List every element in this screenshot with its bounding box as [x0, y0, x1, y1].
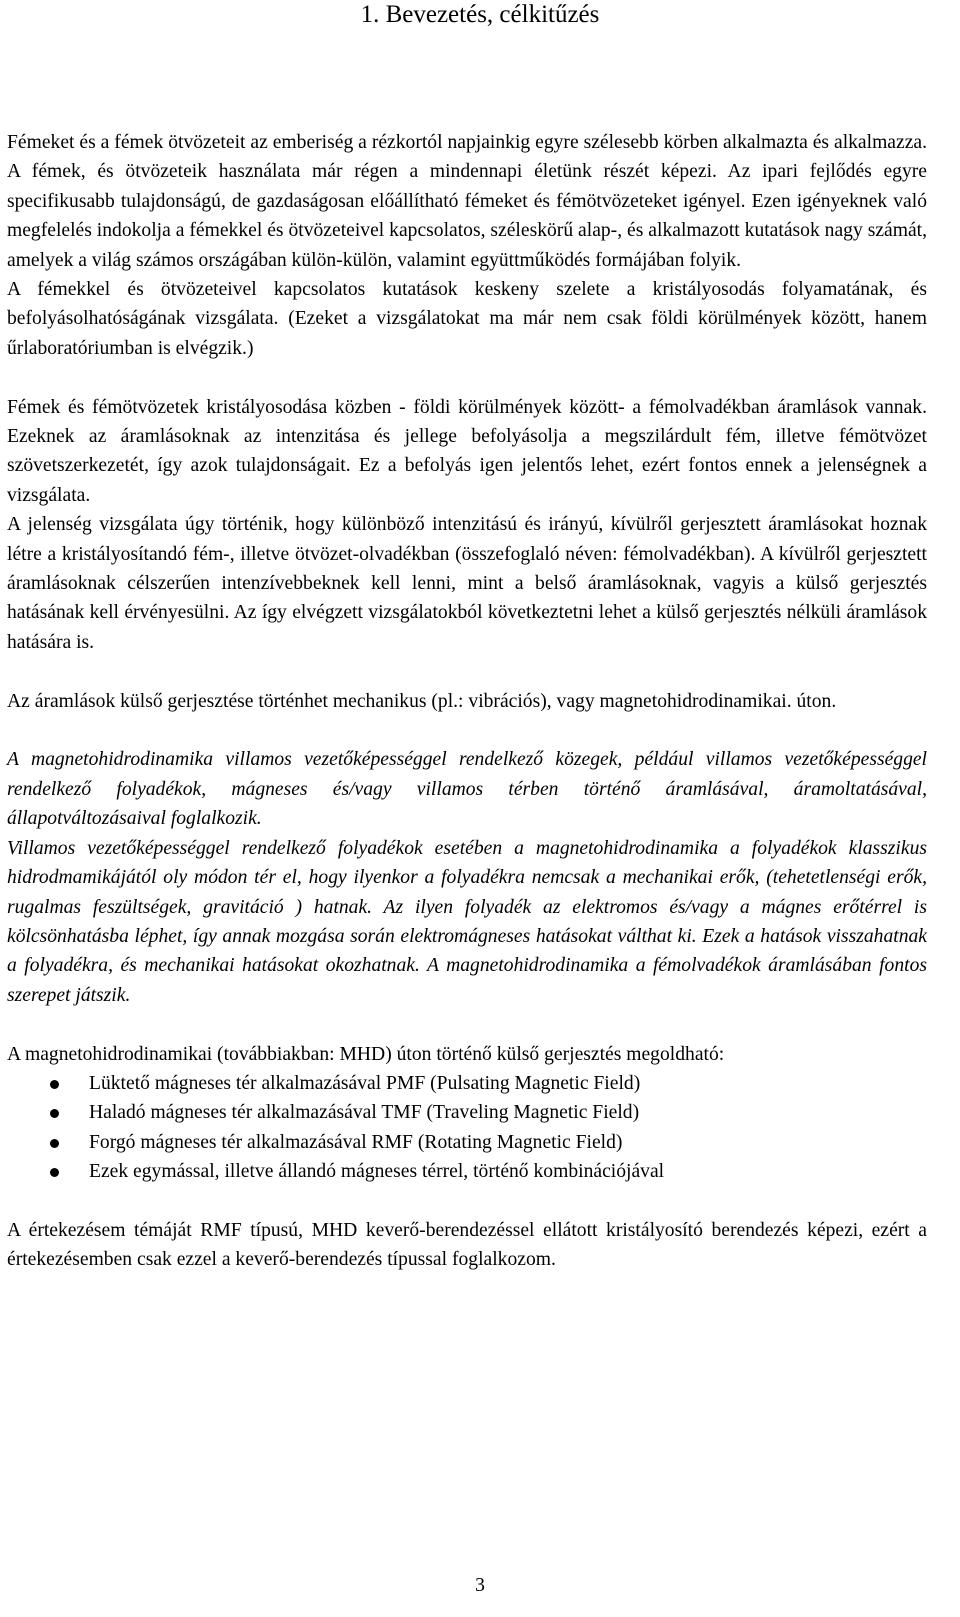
list-item-text: Lüktető mágneses tér alkalmazásával PMF (Pulsating Magnetic Field) — [89, 1072, 641, 1094]
list-item — [7, 1098, 927, 1127]
paragraph-3: Fémek és fémötvözetek kristályosodása közben - földi körülmények között- a fémolvadékban áramlások vannak. Ezeknek az áramlásoknak az intenzitása és jellege befolyásolja a megszilárdult fém, illetve fémötvözet szövetszerkezetét, így azok tulajdonságait. Ez a befolyás igen jelentős lehet, ezért fontos ennek a jelenségnek a vizsgálata. — [7, 396, 927, 506]
list-item — [7, 1128, 927, 1157]
body-text — [7, 128, 927, 1275]
paragraph-gap — [7, 363, 927, 392]
list-item-text: Haladó mágneses tér alkalmazásával TMF (Traveling Magnetic Field) — [89, 1102, 640, 1124]
list-item — [7, 1157, 927, 1186]
page-number: 3 — [475, 1575, 485, 1596]
paragraph-gap — [7, 1010, 927, 1039]
page-title: 1. Bevezetés, célkitűzés — [360, 1, 600, 28]
paragraph-2: A fémekkel és ötvözeteivel kapcsolatos kutatások keskeny szelete a kristályosodás folyamatának, és befolyásolhatóságának vizsgálata. (Ezeket a vizsgálatokat ma már nem csak földi körülmények között, hanem űrlaboratóriumban is elvégzik.) — [7, 279, 927, 359]
bullet-icon — [50, 1168, 59, 1177]
paragraph-gap — [7, 657, 927, 686]
bullet-icon — [50, 1139, 59, 1148]
paragraph-6: A magnetohidrodinamika villamos vezetőképességgel rendelkező közegek, például villamos vezetőképességgel rendelkező folyadékok, mágneses és/vagy villamos térben történő áramlásával, áramoltatásával, állapotváltozásaival foglalkozik. — [7, 749, 927, 830]
paragraph-7: Villamos vezetőképességgel rendelkező folyadékok esetében a magnetohidrodinamika a folyadékok klasszikus hidrodmamikájától oly módon tér el, hogy ilyenkor a folyadékra nemcsak a mechanikai erők, (tehetetlenségi erők, rugalmas feszültségek, gravitáció ) hatnak. Az ilyen folyadék az elektromos és/vagy a mágnes erőtérrel is kölcsönhatásba léphet, így annak mozgása során elektromágneses hatásokat válthat ki. Ezek a hatások visszahatnak a folyadékra, és mechanikai hatásokat okozhatnak. A magnetohidrodinamika a fémolvadékok áramlásában fontos szerepet játszik. — [7, 837, 927, 1006]
paragraph-9: A értekezésem témáját RMF típusú, MHD keverő-berendezéssel ellátott kristályosító berendezés képezi, ezért a értekezésemben csak ezzel a keverő-berendezés típussal foglalkozom. — [7, 1219, 927, 1271]
paragraph-1: Fémeket és a fémek ötvözeteit az emberiség a rézkortól napjainkig egyre szélesebb körben alkalmazta és alkalmazza. A fémek, és ötvözeteik használata már régen a mindennapi életünk részét képezi. Az ipari fejlődés egyre specifikusabb tulajdonságú, de gazdaságosan előállítható fémeket és fémötvözeteket igényel. Ezen igényeknek való megfelelés indokolja a fémekkel és ötvözeteivel kapcsolatos, széleskörű alap-, és alkalmazott kutatások nagy számát, amelyek a világ számos országában külön-külön, valamint együttműködés formájában folyik. — [7, 132, 927, 271]
paragraph-5: Az áramlások külső gerjesztése történhet mechanikus (pl.: vibrációs), vagy magnetohidrodinamikai. úton. — [7, 690, 837, 712]
paragraph-gap — [7, 1187, 927, 1216]
paragraph-gap — [7, 716, 927, 745]
list-item-text: Forgó mágneses tér alkalmazásával RMF (Rotating Magnetic Field) — [89, 1131, 623, 1153]
bullet-list — [7, 1069, 927, 1187]
bullet-icon — [50, 1080, 59, 1089]
list-item — [7, 1069, 927, 1098]
paragraph-8: A magnetohidrodinamikai (továbbiakban: MHD) úton történő külső gerjesztés megoldható: — [7, 1043, 725, 1065]
bullet-icon — [50, 1109, 59, 1118]
paragraph-4: A jelenség vizsgálata úgy történik, hogy különböző intenzitású és irányú, kívülről gerjesztett áramlásokat hoznak létre a kristályosítandó fém-, illetve ötvözet-olvadékban (összefoglaló néven: fémolvadékban). A kívülről gerjesztett áramlásoknak célszerűen intenzívebbeknek kell lenni, mint a belső áramlásoknak, vagyis a külső gerjesztés hatásának kell érvényesülni. Az így elvégzett vizsgálatokból következtetni lehet a külső gerjesztés nélküli áramlások hatására is. — [7, 514, 927, 653]
list-item-text: Ezek egymással, illetve állandó mágneses térrel, történő kombinációjával — [89, 1161, 665, 1183]
